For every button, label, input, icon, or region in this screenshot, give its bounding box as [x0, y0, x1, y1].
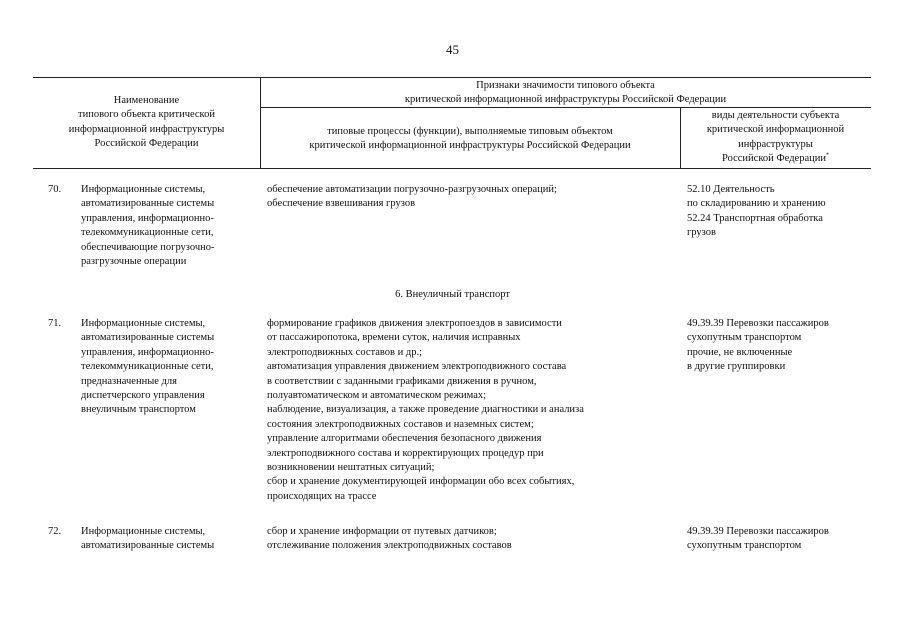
row-number: 72. — [48, 526, 62, 537]
row-object-name: Информационные системы, автоматизированные системы управления, информационно- телекоммуникационные сети, предназначенные для диспетчерского управления внеуличным транспортом — [81, 318, 215, 416]
row-number: 71. — [48, 318, 62, 329]
row-number: 70. — [48, 184, 62, 195]
row-processes: сбор и хранение информации от путевых датчиков; отслеживание положения электроподвижных составов — [267, 526, 512, 552]
section-title: 6. Внеуличный транспорт — [395, 289, 510, 300]
row-activities: 49.39.39 Перевозки пассажиров сухопутным транспортом — [687, 526, 829, 552]
header-footnote-mark: * — [825, 152, 829, 159]
page-number: 45 — [446, 42, 459, 57]
header-bottom-rule — [33, 168, 871, 169]
row-activities: 49.39.39 Перевозки пассажиров сухопутным транспортом прочие, не включенные в другие группировки — [687, 318, 829, 373]
header-group-title: Признаки значимости типового объекта критической информационной инфраструктуры Российской Федерации — [404, 80, 727, 106]
row-activities: 52.10 Деятельность по складированию и хранению 52.24 Транспортная обработка грузов — [687, 184, 826, 239]
header-col-processes: типовые процессы (функции), выполняемые типовым объектом критической информационной инфраструктуры Российской Федерации — [309, 126, 631, 152]
header-col-activities-text: виды деятельности субъекта критической информационной инфраструктуры Российской Федерации — [706, 110, 845, 165]
row-object-name: Информационные системы, автоматизированные системы — [81, 526, 215, 552]
header-col-activities — [680, 109, 871, 167]
row-object-name: Информационные системы, автоматизированные системы управления, информационно- телекоммуникационные сети, обеспечивающие погрузочно- разгрузочные операции — [81, 184, 215, 268]
header-top-rule — [33, 77, 871, 78]
row-processes: обеспечение автоматизации погрузочно-разгрузочных операций; обеспечение взвешивания грузов — [267, 184, 557, 210]
header-col-name: Наименование типового объекта критической информационной инфраструктуры Российской Федерации — [68, 95, 225, 150]
row-processes: формирование графиков движения электропоездов в зависимости от пассажиропотока, времени суток, наличия исправных электроподвижных составов и др.; автоматизация управления движением электроподвижного состава в соответствии с заданными графиками движения в ручном, полуавтоматическом и автоматическом режимах; наблюдение, визуализация, а также проведение диагностики и анализа состояния электроподвижных составов и наземных систем; управление алгоритмами обеспечения безопасного движения электроподвижного состава и корректирующих процедур при возникновении нештатных ситуаций; сбор и хранение документирующей информации обо всех событиях, происходящих на трассе — [267, 318, 584, 502]
